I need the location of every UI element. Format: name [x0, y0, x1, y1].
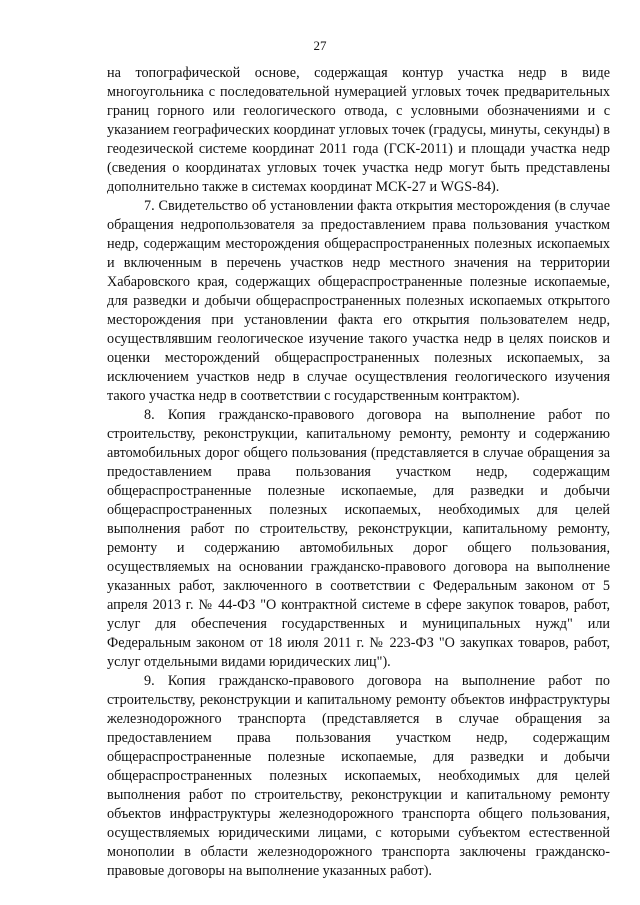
page-number: 27	[313, 38, 327, 53]
paragraph-item-7: 7. Свидетельство об установлении факта открытия месторождения (в случае обращения недропользователя за предоставлением права пользования участком недр, содержащим месторождения общераспространенных полезных ископаемых и включенным в перечень участков недр местного значения на территории Хабаровского края, содержащих общераспространенные полезные ископаемые, для разведки и добычи общераспространенных полезных ископаемых открытого месторождения при установлении факта его открытия пользователем недр, осуществлявшим геологическое изучение такого участка недр в целях поисков и оценки месторождений общераспространенных полезных ископаемых, за исключением участков недр в случае осуществления геологического изучения такого участка недр в соответствии с государственным контрактом).	[107, 198, 610, 404]
document-body	[107, 64, 610, 881]
paragraph-continuation: на топографической основе, содержащая контур участка недр в виде многоугольника с последовательной нумерацией угловых точек предварительных границ горного или геологического отвода, с условными обозначениями и с указанием географических координат угловых точек (градусы, минуты, секунды) в геодезической системе координат 2011 года (ГСК-2011) и площади участка недр (сведения о координатах угловых точек участка недр могут быть представлены дополнительно также в системах координат МСК-27 и WGS-84).	[107, 65, 610, 195]
paragraph-item-9: 9. Копия гражданско-правового договора на выполнение работ по строительству, реконструкции и капитальному ремонту объектов инфраструктуры железнодорожного транспорта (представляется в случае обращения за предоставлением права пользования участком недр, содержащим общераспространенные полезные ископаемые, для разведки и добычи общераспространенных полезных ископаемых, необходимых для целей выполнения работ по строительству, реконструкции и капитальному ремонту объектов инфраструктуры железнодорожного транспорта общего пользования, осуществляемых юридическими лицами, с которыми субъектом естественной монополии в области железнодорожного транспорта заключены гражданско-правовые договоры на выполнение указанных работ).	[107, 673, 610, 879]
paragraph-item-8: 8. Копия гражданско-правового договора на выполнение работ по строительству, реконструкции, капитальному ремонту, ремонту и содержанию автомобильных дорог общего пользования (представляется в случае обращения за предоставлением права пользования участком недр, содержащим общераспространенные полезные ископаемые, для разведки и добычи общераспространенных полезных ископаемых, необходимых для целей выполнения работ по строительству, реконструкции, капитальному ремонту, ремонту и содержанию автомобильных дорог общего пользования, осуществляемых на основании гражданско-правового договора на выполнение указанных работ, заключенного в соответствии с Федеральным законом от 5 апреля 2013 г. № 44-ФЗ "О контрактной системе в сфере закупок товаров, работ, услуг для обеспечения государственных и муниципальных нужд" или Федеральным законом от 18 июля 2011 г. № 223-ФЗ "О закупках товаров, работ, услуг отдельными видами юридических лиц").	[107, 407, 610, 670]
